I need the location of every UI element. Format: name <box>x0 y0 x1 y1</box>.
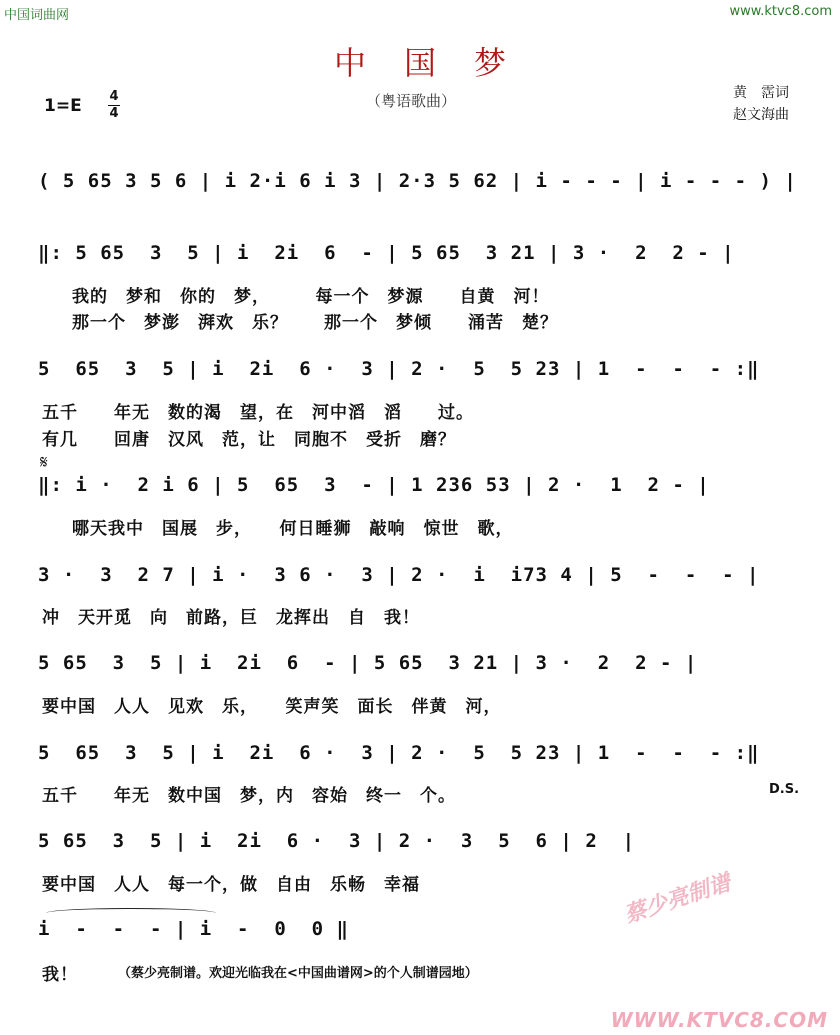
score-line-7-notes: 5 65 3 5 | i 2i 6 · 3 | 2 · 5 5 23 | 1 - - - :‖ <box>38 742 760 764</box>
site-url-right: www.ktvc8.com <box>729 4 832 19</box>
score-line-7-lyric-1: 五千 年无 数中国 梦，内 容始 终一 个。 <box>42 786 456 806</box>
score-line-4-lyric-1: 哪天我中 国展 步， 何日睡狮 敲响 惊世 歌， <box>72 519 514 539</box>
score-line-8-notes: 5 65 3 5 | i 2i 6 · 3 | 2 · 3 5 6 | 2 | <box>38 830 636 852</box>
time-signature <box>106 90 122 121</box>
score-line-3-lyric-2: 有几 回唐 汉风 范，让 同胞不 受折 磨？ <box>42 430 456 450</box>
time-signature-top: 4 <box>109 89 119 104</box>
score-line-4-notes: ‖: i · 2 i 6 | 5 65 3 - | 1 236 53 | 2 · 1 2 - | <box>38 474 710 496</box>
score-line-5-lyric-1: 冲 天开觅 向 前路，巨 龙挥出 自 我！ <box>42 608 420 628</box>
score-line-6-notes: 5 65 3 5 | i 2i 6 - | 5 65 3 21 | 3 · 2 2 - | <box>38 652 698 674</box>
segno-sign: 𝄋 <box>40 452 48 473</box>
site-name-left: 中国词曲网 <box>4 8 70 23</box>
score-line-8-lyric-1: 要中国 人人 每一个，做 自由 乐畅 幸福 <box>42 875 420 895</box>
score-line-2-notes: ‖: 5 65 3 5 | i 2i 6 - | 5 65 3 21 | 3 · 2 2 - | <box>38 242 735 264</box>
arranger-note: （蔡少亮制谱。欢迎光临我在<中国曲谱网>的个人制谱园地） <box>118 966 478 981</box>
score-line-6-lyric-1: 要中国 人人 见欢 乐， 笑声笑 面长 伴黄 河， <box>42 697 502 717</box>
song-subtitle: （粤语歌曲） <box>366 92 457 110</box>
site-logo: WWW.KTVC8.COM <box>610 1008 828 1032</box>
score-line-5-notes: 3 · 3 2 7 | i · 3 6 · 3 | 2 · i i73 4 | 5 - - - | <box>38 564 760 586</box>
score-line-2-lyric-1: 我的 梦和 你的 梦， 每一个 梦源 自黄 河！ <box>72 287 550 307</box>
time-signature-bottom: 4 <box>109 106 119 121</box>
lyricist-credit: 黄 霑词 <box>733 85 789 101</box>
watermark-text: 蔡少亮制谱 <box>621 870 734 929</box>
key-signature: 1=E <box>44 96 82 116</box>
score-line-9-notes: i - - - | i - 0 0 ‖ <box>38 918 349 940</box>
score-line-9-lyric-1: 我！ <box>42 965 78 985</box>
score-line-3-notes: 5 65 3 5 | i 2i 6 · 3 | 2 · 5 5 23 | 1 - - - :‖ <box>38 358 760 380</box>
score-line-3-lyric-1: 五千 年无 数的渴 望，在 河中滔 滔 过。 <box>42 403 474 423</box>
dal-segno-mark: D.S. <box>769 782 800 797</box>
song-title: 中国梦 <box>333 44 544 82</box>
score-line-2-lyric-2: 那一个 梦澎 湃欢 乐？ 那一个 梦倾 涌苦 楚？ <box>72 313 558 333</box>
tie-arc <box>46 908 216 918</box>
score-line-1-notes: ( 5 65 3 5 6 | i 2·i 6 i 3 | 2·3 5 62 | i - - - | i - - - ) | <box>38 170 797 192</box>
composer-credit: 赵文海曲 <box>733 107 789 123</box>
